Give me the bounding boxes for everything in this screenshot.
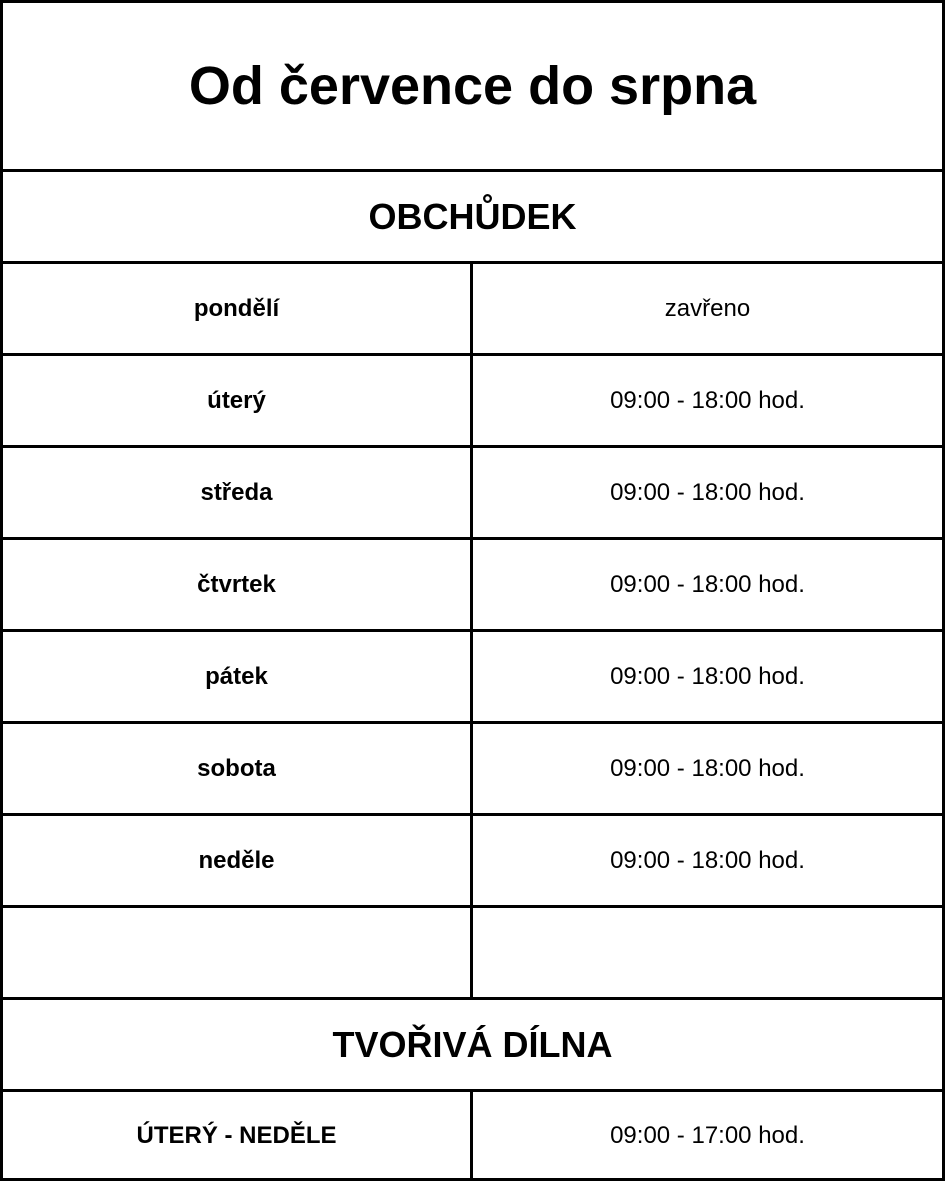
hours-value: 09:00 - 18:00 hod. <box>610 846 805 874</box>
day-label: pondělí <box>3 264 473 353</box>
workshop-hours-value: 09:00 - 17:00 hod. <box>610 1122 805 1149</box>
table-row <box>3 264 942 356</box>
empty-row <box>3 908 942 1000</box>
workshop-heading: TVOŘIVÁ DÍLNA <box>332 1023 613 1065</box>
empty-cell <box>3 908 473 997</box>
day-label: čtvrtek <box>3 540 473 629</box>
shop-heading: OBCHŮDEK <box>368 195 577 237</box>
hours-value: 09:00 - 18:00 hod. <box>610 570 805 598</box>
day-label: pátek <box>3 632 473 721</box>
day-label: středa <box>3 448 473 537</box>
hours-value: 09:00 - 18:00 hod. <box>610 754 805 782</box>
workshop-heading-row <box>3 1000 942 1092</box>
table-row <box>3 448 942 540</box>
hours-value: 09:00 - 18:00 hod. <box>610 478 805 506</box>
title-row <box>3 3 942 172</box>
table-row <box>3 632 942 724</box>
hours-value: 09:00 - 18:00 hod. <box>610 662 805 690</box>
shop-heading-row <box>3 172 942 264</box>
table-row <box>3 540 942 632</box>
table-row <box>3 1092 942 1180</box>
table-row <box>3 724 942 816</box>
day-label: neděle <box>3 816 473 905</box>
day-label: sobota <box>3 724 473 813</box>
page-title: Od července do srpna <box>188 56 757 116</box>
hours-value: zavřeno <box>664 294 751 322</box>
table-row <box>3 816 942 908</box>
workshop-days-label: ÚTERÝ - NEDĚLE <box>3 1092 473 1180</box>
day-label: úterý <box>3 356 473 445</box>
table-row <box>3 356 942 448</box>
hours-value: 09:00 - 18:00 hod. <box>610 386 805 414</box>
empty-cell <box>473 908 942 997</box>
